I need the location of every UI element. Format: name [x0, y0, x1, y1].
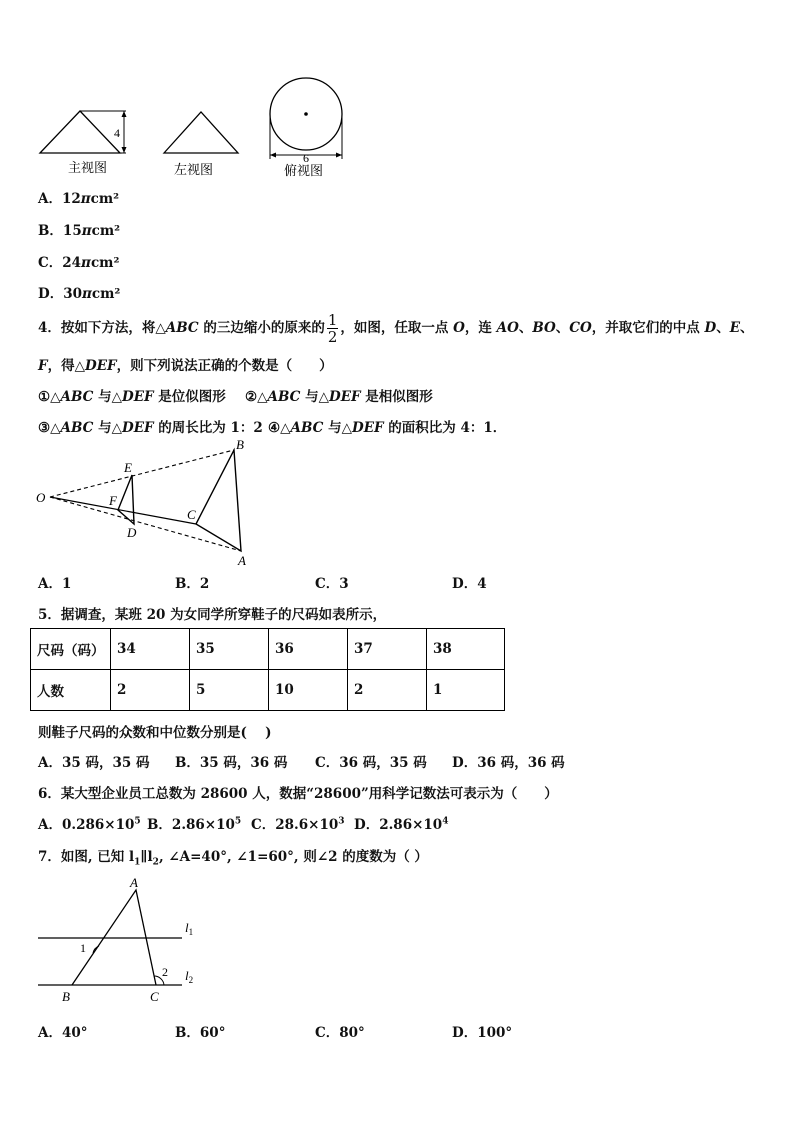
angle-1-label: 1	[80, 941, 86, 955]
table-cell: 人数	[31, 670, 111, 711]
angle-2-label: 2	[162, 965, 168, 979]
front-view-triangle	[40, 111, 120, 153]
table-cell: 38	[427, 629, 505, 670]
q7-option-c[interactable]: C．80°	[315, 1025, 365, 1041]
point-d-label: D	[127, 525, 137, 540]
table-cell: 尺码（码）	[31, 629, 111, 670]
q6-option-a[interactable]: A．$0.286\times 10^5$	[38, 816, 141, 833]
top-view-label: 俯视图	[284, 163, 324, 178]
table-cell: 37	[348, 629, 427, 670]
table-cell: 34	[111, 629, 190, 670]
q3-option-a[interactable]: A．12πcm²	[38, 191, 120, 207]
table-cell: 35	[190, 629, 269, 670]
table-cell: 2	[348, 670, 427, 711]
q5-option-d[interactable]: D．36 码，36 码	[452, 755, 565, 771]
table-cell: 36	[269, 629, 348, 670]
top-view-width-dim: 6	[303, 151, 309, 165]
point-c-label: C	[187, 507, 196, 522]
q4-statement-3: ③△ABC 与△DEF 的周长比为 1：2	[38, 420, 263, 436]
q6-question: 6．某大型企业员工总数为 28600 人，数据“28600”用科学记数法可表示为（ ）	[38, 786, 558, 802]
q7-option-a[interactable]: A．40°	[38, 1025, 88, 1041]
q7-question: 7．如图, 已知 $l_1\parallel l_2$, ∠A=40°, ∠1=60°, 则∠2 的度数为（ ）	[38, 849, 428, 868]
q6-option-d[interactable]: D．$2.86\times 10^4$	[354, 816, 449, 833]
q4-option-a[interactable]: A．1	[38, 576, 72, 592]
q3-option-d[interactable]: D．30πcm²	[38, 286, 121, 302]
line-l1-label: $l_1$	[185, 920, 194, 937]
q5-subquestion: 则鞋子尺码的众数和中位数分别是( )	[38, 725, 272, 741]
front-view-label: 主视图	[68, 160, 108, 175]
shoe-size-table	[30, 628, 505, 711]
q5-option-b[interactable]: B．35 码，36 码	[175, 755, 288, 771]
left-view-triangle	[164, 112, 238, 153]
table-cell: 5	[190, 670, 269, 711]
table-cell: 10	[269, 670, 348, 711]
table-row	[31, 670, 505, 711]
point-c-label: C	[150, 989, 159, 1004]
q5-question: 5．据调查，某班 20 为女同学所穿鞋子的尺码如表所示，	[38, 607, 387, 623]
table-cell: 2	[111, 670, 190, 711]
q5-option-c[interactable]: C．36 码，35 码	[315, 755, 427, 771]
q4-question-line2: F，得△DEF，则下列说法正确的个数是（ ）	[38, 358, 333, 374]
q3-option-c[interactable]: C．24πcm²	[38, 255, 120, 271]
q4-option-d[interactable]: D．4	[452, 576, 487, 592]
q4-statement-1: ①△ABC 与△DEF 是位似图形	[38, 389, 226, 405]
point-b-label: B	[62, 989, 70, 1004]
line-l2-label: $l_2$	[185, 968, 194, 985]
q6-option-b[interactable]: B．$2.86\times 10^5$	[147, 816, 242, 833]
q4-option-b[interactable]: B．2	[175, 576, 210, 592]
left-view-label: 左视图	[174, 162, 214, 177]
point-b-label: B	[236, 438, 244, 452]
q4-question-line1: 4．按如下方法，将△ABC 的三边缩小的原来的 $\frac{1}{2}$ ，如图，任取一点 O，连 AO、BO、CO，并取它们的中点 D、E、	[38, 311, 754, 346]
q4-statement-4: ④△ABC 与△DEF 的面积比为 4：1．	[268, 420, 507, 436]
triangle-abc	[196, 450, 241, 551]
q4-homothety-figure	[30, 438, 260, 568]
q7-option-d[interactable]: D．100°	[452, 1025, 513, 1041]
q7-option-b[interactable]: B．60°	[175, 1025, 226, 1041]
point-o-label: O	[36, 490, 46, 505]
table-row	[31, 629, 505, 670]
point-a-label: A	[238, 553, 246, 568]
table-cell: 1	[427, 670, 505, 711]
q3-option-b[interactable]: B．15πcm²	[38, 223, 121, 239]
top-view-center-dot	[304, 112, 308, 116]
point-e-label: E	[124, 460, 132, 475]
three-views-figure	[30, 75, 360, 185]
q4-option-c[interactable]: C．3	[315, 576, 349, 592]
q5-option-a[interactable]: A．35 码，35 码	[38, 755, 150, 771]
q4-statement-2: ②△ABC 与△DEF 是相似图形	[245, 389, 433, 405]
point-a-label: A	[130, 875, 138, 890]
fraction-one-half: $\frac{1}{2}$	[327, 311, 338, 346]
front-view-height-dim: 4	[114, 126, 120, 140]
point-f-label: F	[109, 493, 117, 508]
q7-parallel-lines-figure	[30, 870, 210, 1010]
q6-option-c[interactable]: C．$28.6\times 10^3$	[251, 816, 345, 833]
